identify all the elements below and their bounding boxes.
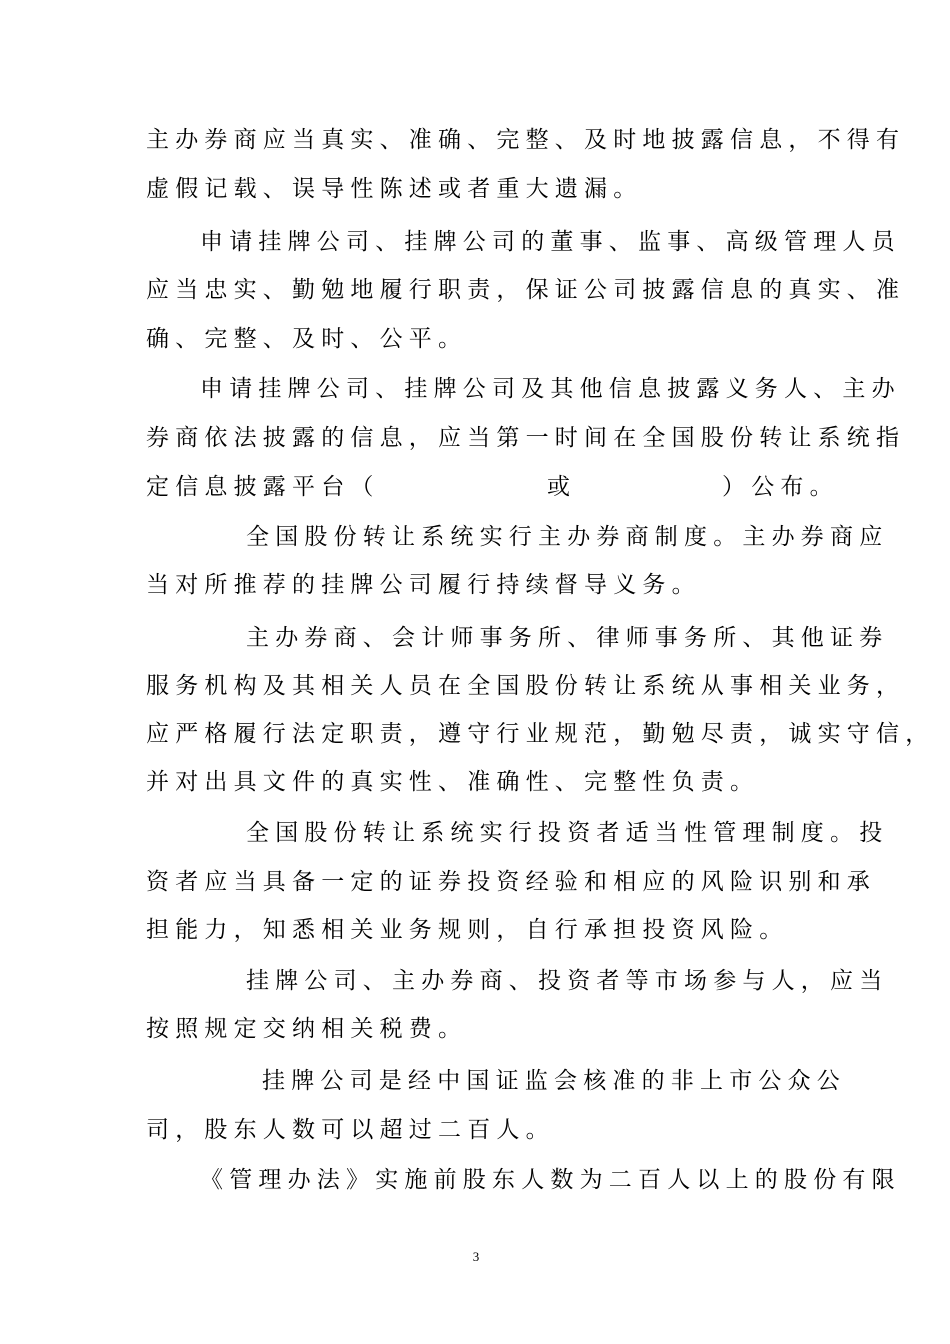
body-text-line: ）公布。 <box>722 474 839 500</box>
body-text-line: 虚假记载、误导性陈述或者重大遗漏。 <box>146 176 643 202</box>
body-text-line: 资者应当具备一定的证券投资经验和相应的风险识别和承 <box>146 869 876 895</box>
body-text-line: 担能力，知悉相关业务规则，自行承担投资风险。 <box>146 917 789 943</box>
body-text-line: 券商依法披露的信息，应当第一时间在全国股份转让系统指 <box>146 425 906 451</box>
body-text-line: 司，股东人数可以超过二百人。 <box>146 1117 555 1143</box>
body-text-line: 应当忠实、勤勉地履行职责，保证公司披露信息的真实、准 <box>146 277 906 303</box>
body-text-line: 主办券商应当真实、准确、完整、及时地披露信息，不得有 <box>146 127 906 153</box>
body-text-line: 应严格履行法定职责，遵守行业规范，勤勉尽责，诚实守信， <box>146 721 935 747</box>
body-text-line: 定信息披露平台（ <box>146 474 380 500</box>
page-number: 3 <box>472 1249 480 1264</box>
body-text-line: 确、完整、及时、公平。 <box>146 326 468 352</box>
body-text-line: 申请挂牌公司、挂牌公司的董事、监事、高级管理人员 <box>200 229 901 255</box>
body-text-fragment: 或 <box>547 474 570 500</box>
body-text-line: 全国股份转让系统实行主办券商制度。主办券商应 <box>246 524 889 550</box>
body-text-line: 挂牌公司、主办券商、投资者等市场参与人，应当 <box>246 968 889 994</box>
body-text-line: 主办券商、会计师事务所、律师事务所、其他证券 <box>246 625 889 651</box>
body-text-line: 挂牌公司是经中国证监会核准的非上市公众公 <box>262 1068 846 1094</box>
body-text-line: 按照规定交纳相关税费。 <box>146 1016 468 1042</box>
body-text-line: 当对所推荐的挂牌公司履行持续督导义务。 <box>146 572 701 598</box>
body-text-line: 申请挂牌公司、挂牌公司及其他信息披露义务人、主办 <box>200 376 901 402</box>
body-text-line: 全国股份转让系统实行投资者适当性管理制度。投 <box>246 820 889 846</box>
body-text-line: 服务机构及其相关人员在全国股份转让系统从事相关业务， <box>146 673 906 699</box>
body-text-line: 并对出具文件的真实性、准确性、完整性负责。 <box>146 769 760 795</box>
body-text-line: 《管理办法》实施前股东人数为二百人以上的股份有限 <box>200 1167 901 1193</box>
